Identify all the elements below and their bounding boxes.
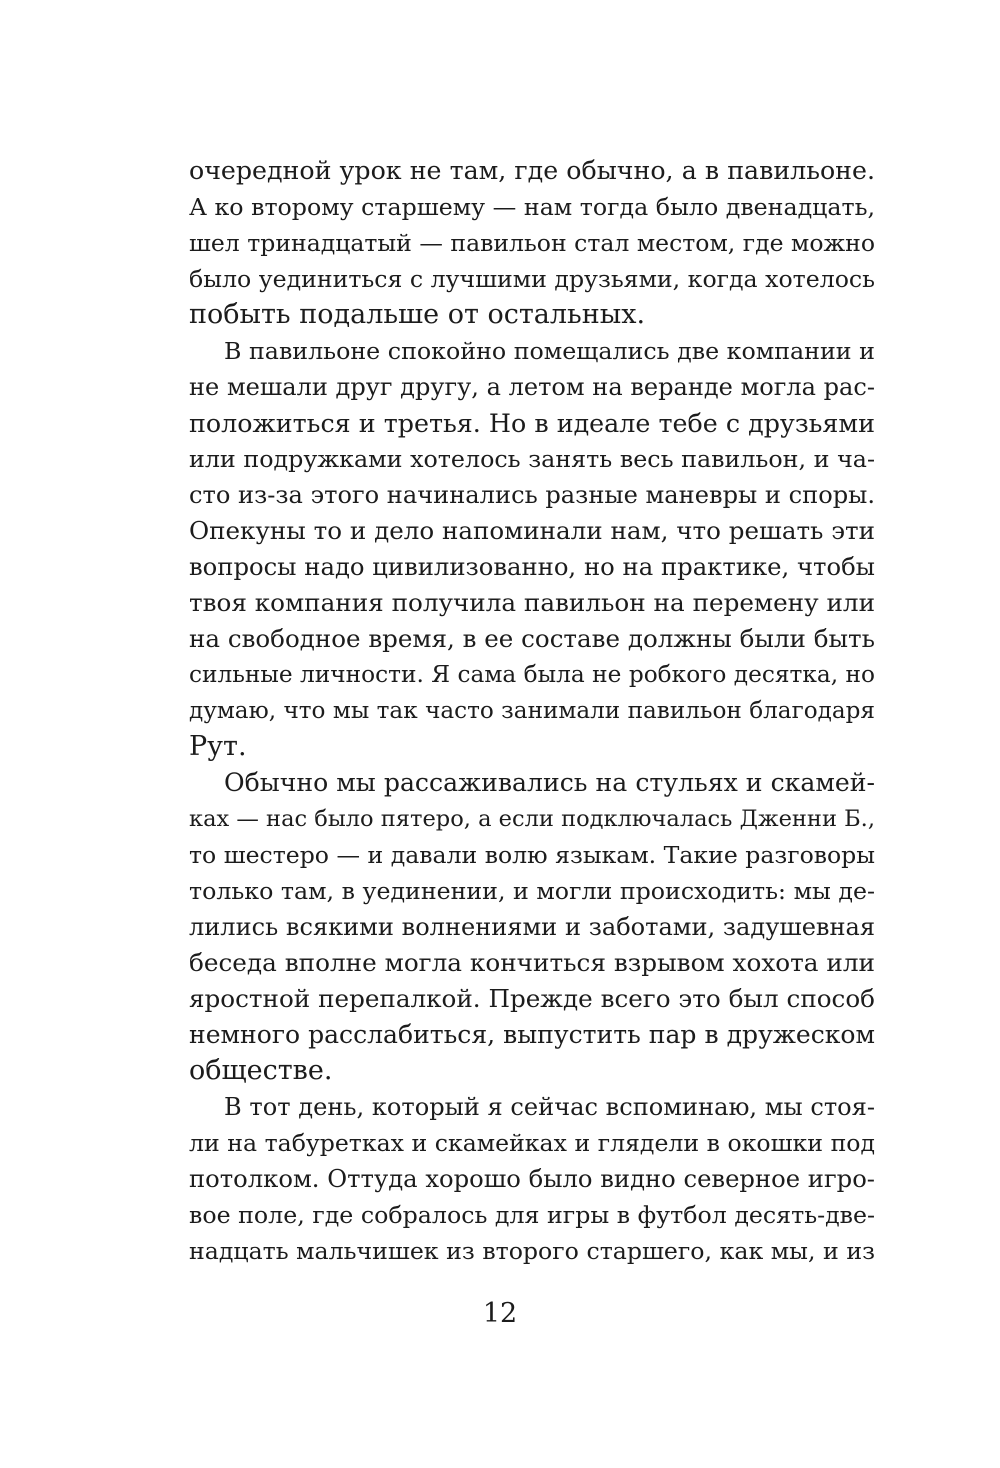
text-line: беседа вполне могла кончиться взрывом хохота или bbox=[189, 948, 875, 977]
text-line: сильные личности. Я сама была не робкого десятка, но bbox=[189, 661, 875, 688]
text-line: думаю, что мы так часто занимали павильон благодаря bbox=[189, 698, 875, 724]
text-line: ли на табуретках и скамейках и глядели в окошки под bbox=[189, 1129, 875, 1157]
page-number: 12 bbox=[482, 1298, 518, 1329]
text-line: сто из-за этого начинались разные маневры и споры. bbox=[189, 481, 875, 509]
text-line: только там, в уединении, и могли происходить: мы де- bbox=[189, 877, 875, 905]
text-line: надцать мальчишек из второго старшего, как мы, и из bbox=[189, 1237, 875, 1265]
paragraph-first-line: В павильоне спокойно помещались две компании и bbox=[224, 337, 875, 365]
text-line: А ко второму старшему — нам тогда было двенадцать, bbox=[189, 193, 875, 221]
text-line: яростной перепалкой. Прежде всего это был способ bbox=[189, 984, 875, 1013]
text-line: Рут. bbox=[189, 731, 247, 762]
text-line: не мешали друг другу, а летом на веранде могла рас- bbox=[189, 373, 875, 401]
text-line: ках — нас было пятеро, а если подключалась Дженни Б., bbox=[189, 806, 875, 832]
text-line: очередной урок не там, где обычно, а в павильоне. bbox=[189, 156, 875, 185]
paragraph-first-line: Обычно мы рассаживались на стульях и скамей- bbox=[224, 768, 875, 797]
text-line: вопросы надо цивилизованно, но на практике, чтобы bbox=[189, 552, 875, 581]
text-line: немного расслабиться, выпустить пар в дружеском bbox=[189, 1020, 875, 1049]
text-line: или подружками хотелось занять весь павильон, и ча- bbox=[189, 445, 875, 473]
text-line: потолком. Оттуда хорошо было видно северное игро- bbox=[189, 1164, 875, 1193]
text-line: шел тринадцатый — павильон стал местом, где можно bbox=[189, 229, 875, 257]
text-line: положиться и третья. Но в идеале тебе с друзьями bbox=[189, 408, 875, 438]
text-line: обществе. bbox=[189, 1055, 333, 1086]
text-line: лились всякими волнениями и заботами, задушевная bbox=[189, 913, 875, 941]
paragraph-first-line: В тот день, который я сейчас вспоминаю, мы стоя- bbox=[224, 1093, 875, 1121]
text-line: твоя компания получила павильон на перемену или bbox=[189, 588, 875, 617]
text-line: было уединиться с лучшими друзьями, когда хотелось bbox=[189, 265, 875, 293]
text-line: Опекуны то и дело напоминали нам, что решать эти bbox=[189, 516, 875, 545]
text-line: то шестеро — и давали волю языкам. Такие разговоры bbox=[189, 841, 875, 869]
text-line: побыть подальше от остальных. bbox=[189, 299, 646, 330]
text-line: на свободное время, в ее составе должны были быть bbox=[189, 624, 875, 653]
text-line: вое поле, где собралось для игры в футбол десять-две- bbox=[189, 1201, 875, 1229]
